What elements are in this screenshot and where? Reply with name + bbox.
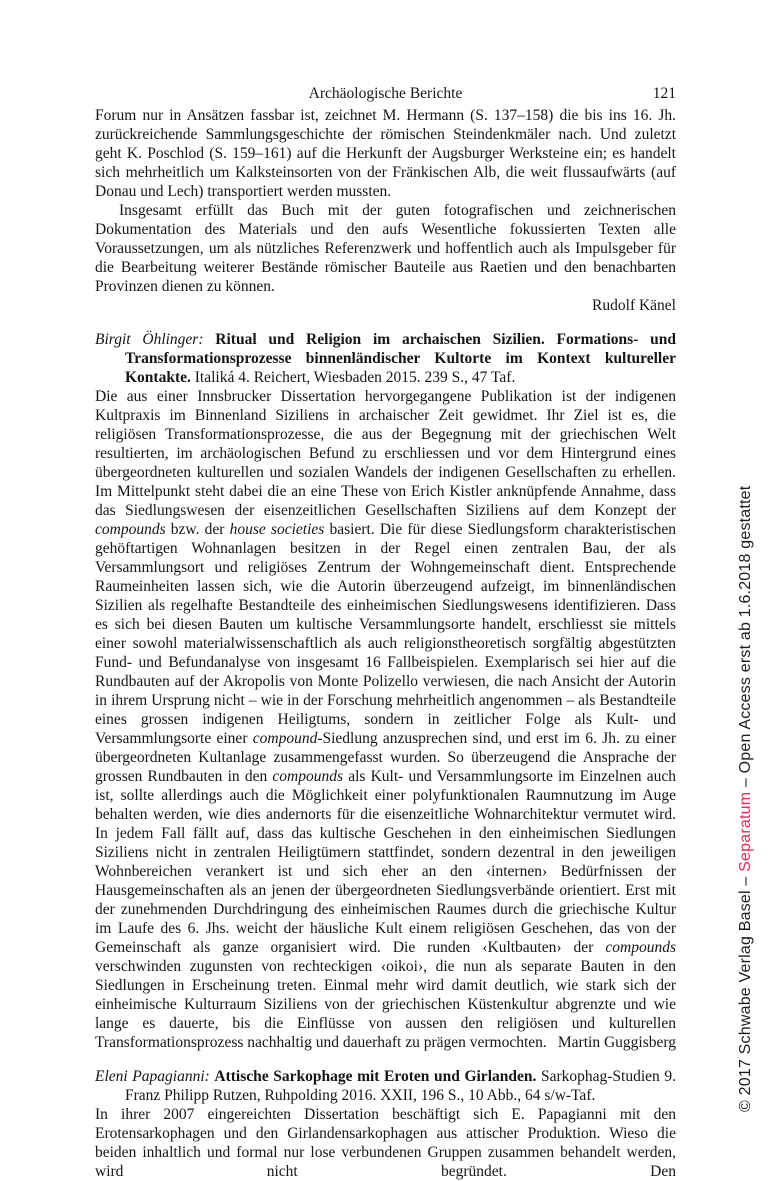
page-number: 121	[652, 85, 676, 102]
review-2-body	[95, 387, 676, 1052]
review-1-paragraph-1: Forum nur in Ansätzen fassbar ist, zeichnet M. Hermann (S. 137–158) die bis ins 16. Jh. zurückreichende Sammlungsgeschichte der römischen Steindenkmäler nach. Und zuletzt geht K. Poschlod (S. 159–161) auf die Herkunft der Augsburger Werksteine ein; es handelt sich mehrheitlich um Kalksteinsorten von der Fränkischen Alb, die weit flussaufwärts (auf Donau und Lech) transportiert werden mussten.	[95, 107, 676, 200]
separatum-label: Separatum	[737, 791, 754, 872]
text-column	[95, 84, 676, 1181]
running-head-title: Archäologische Berichte	[308, 85, 463, 102]
review-3	[95, 1067, 676, 1181]
open-access-note: – Open Access erst ab 1.6.2018 gestattet	[737, 485, 754, 792]
review-1-signature: Rudolf Känel	[592, 297, 676, 314]
copyright-prefix: © 2017 Schwabe Verlag Basel –	[737, 871, 754, 1112]
review-1-continuation	[95, 106, 676, 315]
review-1-paragraph-2: Insgesamt erfüllt das Buch mit der guten fotografischen und zeichnerischen Dokumentation des Materials und den aufs Wesentliche fokussierten Texten alle Voraussetzungen, um als nützliches Referenzwerk und hoffentlich auch als Impulsgeber für die Bearbeitung weiterer Bestände römischer Bauteile aus Raetien und den benachbarten Provinzen dienen zu können.	[95, 202, 676, 295]
review-3-heading: Eleni Papagianni: Attische Sarkophage mit Eroten und Girlanden. Sarkophag-Studien 9. Franz Philipp Rutzen, Ruhpolding 2016. XXII, 196 S., 10 Abb., 64 s/w-Taf.	[95, 1068, 677, 1104]
review-2-body-text: Die aus einer Innsbrucker Dissertation hervorgegangene Publikation ist der indigenen Kultpraxis im Binnenland Siziliens in archaischer Zeit gewidmet. Ihr Ziel ist es, die religiösen Transformationsprozesse, die aus der Begegnung mit der griechischen Welt resultierten, im archäologischen Befund zu erschliessen und vor dem Hintergrund eines übergeordneten kulturellen und sozialen Wandels der indigenen Gesellschaften zu erhellen. Im Mittelpunkt steht dabei die an eine These von Erich Kistler anknüpfende Annahme, dass das Siedlungswesen der eisenzeitlichen Gesellschaften Siziliens auf dem Konzept der compounds bzw. der house societies basiert. Die für diese Siedlungsform charakteristischen gehöftartigen Wohnanlagen besitzen in der Regel einen zentralen Bau, der als Versammlungsort und religiöses Zentrum der Wohngemeinschaft dient. Entsprechende Raumeinheiten lassen sich, wie die Autorin überzeugend aufzeigt, im binnenländischen Sizilien als regelhafte Bestandteile des einheimischen Siedlungswesens identifizieren. Dass es sich bei diesen Bauten um kultische Versammlungsorte handelt, erschliesst sie mittels einer sowohl materialwissenschaftlich als auch religionstheoretisch sorgfältig abgestützten Fund- und Befundanalyse von insgesamt 16 Fallbeispielen. Exemplarisch sei hier auf die Rundbauten auf der Akropolis von Monte Polizello verwiesen, die nach Ansicht der Autorin in ihrem Ursprung nicht – wie in der Forschung mehrheitlich angenommen – als Bestandteile eines grossen indigenen Heiligtums, sondern in zeitlicher Folge als Kult- und Versammlungsorte einer compound-Siedlung anzusprechen sind, und erst im 6. Jh. zu einer übergeordneten Kultanlage zusammengefasst wurden. So überzeugend die Ansprache der grossen Rundbauten in den compounds als Kult- und Versammlungsorte im Einzelnen auch ist, sollte allerdings auch die Möglichkeit einer polyfunktionalen Raumnutzung im Auge behalten werden, wie dies andernorts für die eisenzeitliche Wohnarchitektur vermutet wird. In jedem Fall fällt auf, dass das kultische Geschehen in den einheimischen Siedlungen Siziliens nicht in zentralen Heiligtümern stattfindet, sondern dezentral in den jeweiligen Wohnbereichen verankert ist und sich eher an den ‹internen› Bedürfnissen der Hausgemeinschaften als an jenen der übergeordneten Siedlungsverbände orientiert. Erst mit der zunehmenden Durchdringung des einheimischen Raumes durch die griechische Kultur im Laufe des 6. Jhs. weicht der häusliche Kult einem religiösen Geschehen, das von der Gemeinschaft als ganze organisiert wird. Die runden ‹Kultbauten› der compounds verschwinden zugunsten von rechteckigen ‹oikoi›, die nun als separate Bauten in den Siedlungen in Erscheinung treten. Einmal mehr wird damit deutlich, wie stark sich der einheimische Kulturraum Siziliens von der griechischen Küstenkultur abgrenzte und wie lange es dauerte, bis die Einflüsse von aussen den religiösen und kulturellen Transformationsprozess nachhaltig und dauerhaft zu prägen vermochten.	[95, 388, 677, 1051]
review-2-signature: Martin Guggisberg	[557, 1034, 676, 1051]
review-2	[95, 330, 676, 1052]
copyright-sidebar	[737, 450, 757, 1112]
running-head	[95, 84, 676, 103]
review-3-body: In ihrer 2007 eingereichten Dissertation beschäftigt sich E. Papagianni mit den Erotensarkophagen und den Girlandensarkophagen aus attischer Produktion. Wieso die beiden inhaltlich und formal nur lose verbundenen Gruppen zusammen behandelt werden, wird nicht begründet. Den	[95, 1106, 676, 1180]
review-2-heading: Birgit Öhlinger: Ritual und Religion im archaischen Sizilien. Formations- und Transformationsprozesse binnenländischer Kultorte im Kontext kultureller Kontakte. Italiká 4. Reichert, Wiesbaden 2015. 239 S., 47 Taf.	[95, 331, 676, 386]
